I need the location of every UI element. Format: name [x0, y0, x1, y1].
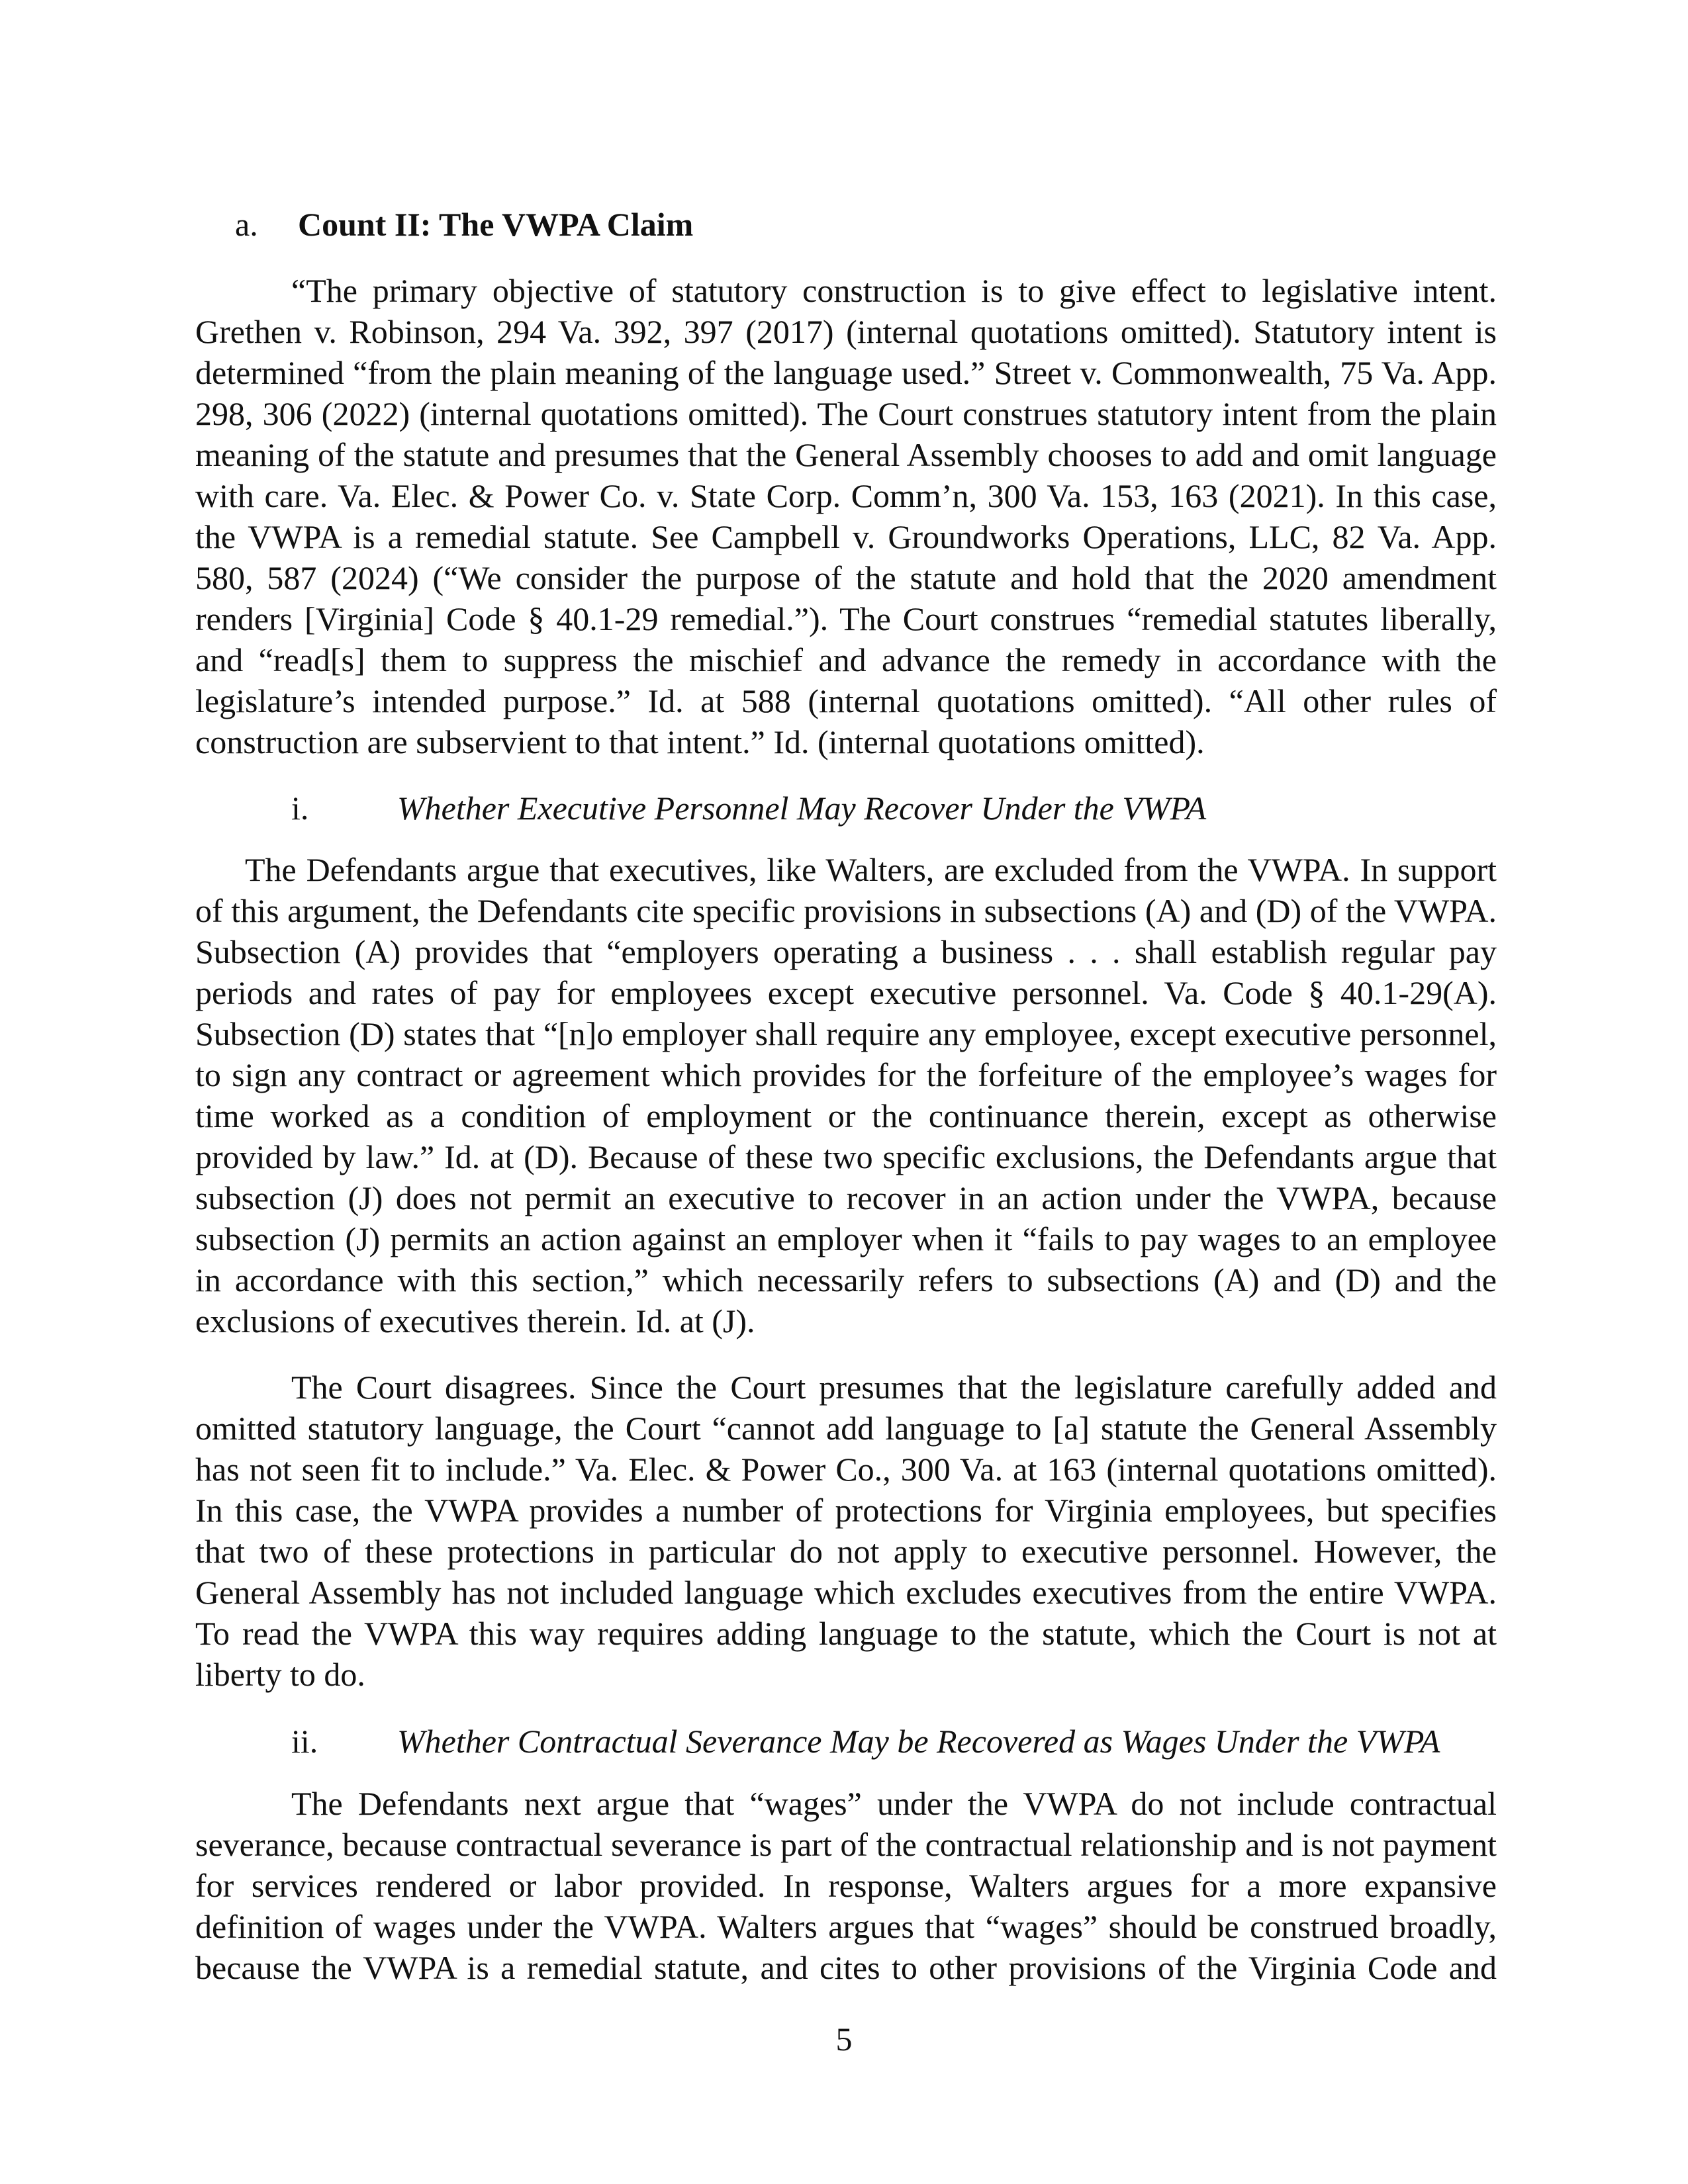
paragraph-line: that two of these protections in particular do not apply to executive personnel. However, the — [195, 1533, 1497, 1570]
paragraph-line: liberty to do. — [195, 1656, 365, 1693]
paragraph-line: subsection (J) does not permit an executive to recover in an action under the VWPA, because — [195, 1179, 1497, 1216]
subsection-number: ii. — [291, 1723, 318, 1760]
subsection-number: i. — [291, 790, 309, 827]
paragraph-line: subsection (J) permits an action against an employer when it “fails to pay wages to an employee — [195, 1220, 1497, 1257]
paragraph-line: with care. Va. Elec. & Power Co. v. State Corp. Comm’n, 300 Va. 153, 163 (2021). In this case, — [195, 477, 1497, 514]
paragraph-line: The Defendants next argue that “wages” under the VWPA do not include contractual — [291, 1785, 1497, 1822]
paragraph-line: to sign any contract or agreement which provides for the forfeiture of the employee’s wages for — [195, 1056, 1497, 1093]
paragraph-line: the VWPA is a remedial statute. See Campbell v. Groundworks Operations, LLC, 82 Va. App. — [195, 518, 1497, 555]
paragraph-line: exclusions of executives therein. Id. at (J). — [195, 1302, 755, 1340]
paragraph-line: meaning of the statute and presumes that the General Assembly chooses to add and omit language — [195, 436, 1497, 473]
paragraph-line: Subsection (A) provides that “employers operating a business . . . shall establish regular pay — [195, 933, 1497, 970]
paragraph-line: Subsection (D) states that “[n]o employer shall require any employee, except executive personnel, — [195, 1015, 1497, 1052]
paragraph-line: determined “from the plain meaning of the language used.” Street v. Commonwealth, 75 Va. App. — [195, 354, 1497, 391]
paragraph-line: legislature’s intended purpose.” Id. at 588 (internal quotations omitted). “All other rules of — [195, 682, 1497, 719]
paragraph-line: for services rendered or labor provided. In response, Walters argues for a more expansive — [195, 1867, 1497, 1904]
paragraph-line: The Defendants argue that executives, like Walters, are excluded from the VWPA. In support — [245, 851, 1497, 888]
section-letter: a. — [235, 206, 258, 243]
paragraph-line: “The primary objective of statutory construction is to give effect to legislative intent. — [291, 272, 1497, 309]
paragraph-line: time worked as a condition of employment or the continuance therein, except as otherwise — [195, 1097, 1497, 1134]
subsection-heading — [291, 788, 1206, 829]
subsection-heading — [291, 1721, 1440, 1762]
section-heading — [235, 204, 693, 245]
paragraph-line: omitted statutory language, the Court “cannot add language to [a] statute the General Assembly — [195, 1410, 1497, 1447]
paragraph-line: severance, because contractual severance is part of the contractual relationship and is not payment — [195, 1826, 1497, 1863]
paragraph-line: of this argument, the Defendants cite specific provisions in subsections (A) and (D) of the VWPA. — [195, 892, 1497, 929]
paragraph-line: The Court disagrees. Since the Court presumes that the legislature carefully added and — [291, 1369, 1497, 1406]
paragraph-line: renders [Virginia] Code § 40.1-29 remedial.”). The Court construes “remedial statutes liberally, — [195, 600, 1497, 637]
paragraph-line: In this case, the VWPA provides a number of protections for Virginia employees, but specifies — [195, 1492, 1497, 1529]
paragraph-line: construction are subservient to that intent.” Id. (internal quotations omitted). — [195, 723, 1205, 760]
paragraph-line: because the VWPA is a remedial statute, and cites to other provisions of the Virginia Code and — [195, 1949, 1497, 1986]
section-title: Count II: The VWPA Claim — [298, 206, 694, 243]
paragraph-line: provided by law.” Id. at (D). Because of these two specific exclusions, the Defendants argue that — [195, 1138, 1497, 1175]
subsection-title: Whether Contractual Severance May be Recovered as Wages Under the VWPA — [397, 1723, 1440, 1760]
paragraph-line: Grethen v. Robinson, 294 Va. 392, 397 (2017) (internal quotations omitted). Statutory intent is — [195, 313, 1497, 350]
page-number: 5 — [835, 2021, 853, 2058]
paragraph-line: has not seen fit to include.” Va. Elec. & Power Co., 300 Va. at 163 (internal quotations omitted). — [195, 1451, 1497, 1488]
paragraph-line: definition of wages under the VWPA. Walters argues that “wages” should be construed broadly, — [195, 1908, 1497, 1945]
paragraph-line: To read the VWPA this way requires adding language to the statute, which the Court is not at — [195, 1615, 1497, 1652]
paragraph-line: and “read[s] them to suppress the mischief and advance the remedy in accordance with the — [195, 641, 1497, 678]
subsection-title: Whether Executive Personnel May Recover Under the VWPA — [397, 790, 1207, 827]
paragraph-line: General Assembly has not included language which excludes executives from the entire VWPA. — [195, 1574, 1497, 1611]
paragraph-line: in accordance with this section,” which necessarily refers to subsections (A) and (D) and the — [195, 1261, 1497, 1298]
paragraph-line: 298, 306 (2022) (internal quotations omitted). The Court construes statutory intent from the plain — [195, 395, 1497, 432]
paragraph-line: periods and rates of pay for employees except executive personnel. Va. Code § 40.1-29(A). — [195, 974, 1497, 1011]
paragraph-line: 580, 587 (2024) (“We consider the purpose of the statute and hold that the 2020 amendment — [195, 559, 1497, 596]
